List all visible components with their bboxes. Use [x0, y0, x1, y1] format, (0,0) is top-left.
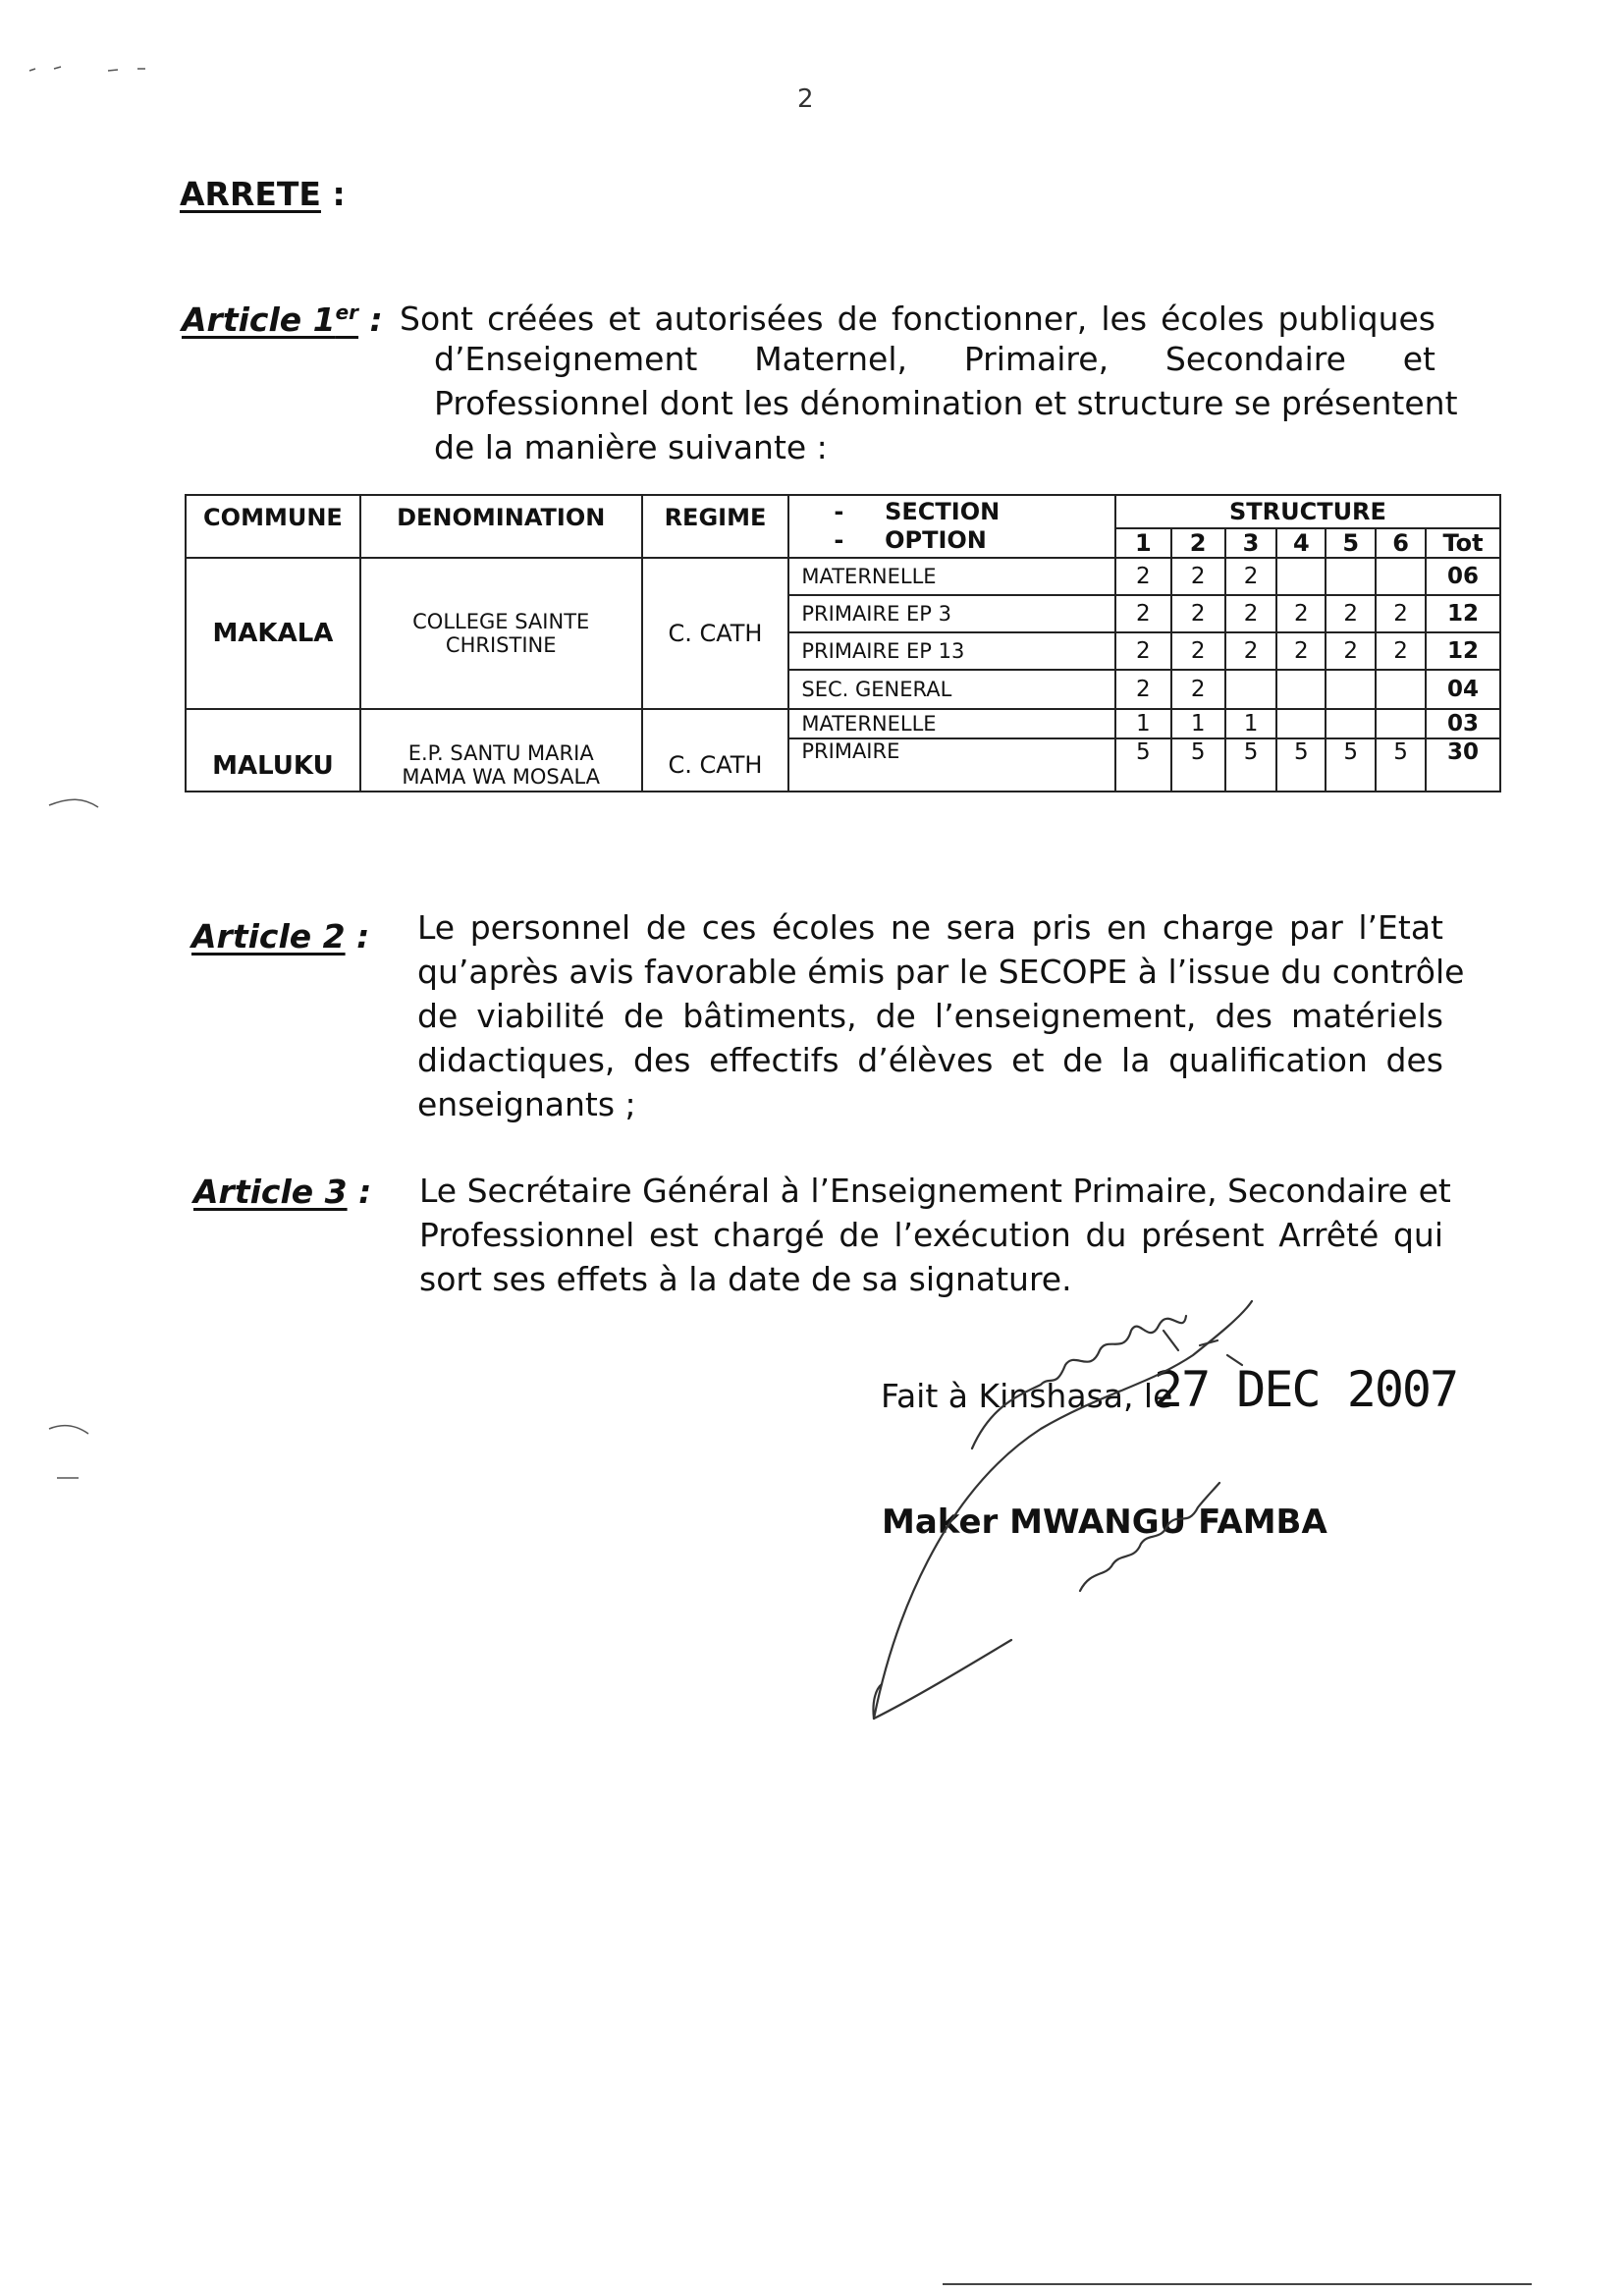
value-cell: 2	[1225, 595, 1277, 632]
table-row	[186, 558, 1500, 595]
value-cell: 5	[1326, 738, 1376, 792]
value-cell: 2	[1225, 558, 1277, 595]
value-cell	[1276, 558, 1326, 595]
article2-label-text: Article 2	[191, 917, 346, 956]
value-cell: 2	[1326, 632, 1376, 670]
value-cell	[1326, 558, 1376, 595]
value-cell	[1376, 709, 1426, 738]
commune-maluku: MALUKU	[186, 709, 360, 792]
value-cell: 2	[1225, 632, 1277, 670]
article1-label-colon: :	[358, 300, 383, 339]
article2-line-4: enseignants ;	[417, 1085, 636, 1123]
header-col-5: 5	[1326, 528, 1376, 558]
structure-table	[185, 494, 1501, 792]
article1-label-text: Article 1	[182, 300, 336, 339]
article2-body	[417, 905, 1465, 1126]
value-cell	[1225, 670, 1277, 709]
section-cell: MATERNELLE	[788, 709, 1115, 738]
article3-body	[419, 1169, 1451, 1301]
value-cell	[1376, 558, 1426, 595]
value-cell: 2	[1376, 632, 1426, 670]
header-commune: COMMUNE	[186, 495, 360, 558]
header-structure: STRUCTURE	[1115, 495, 1500, 528]
handwritten-signature	[854, 1296, 1326, 1738]
header-col-1: 1	[1115, 528, 1171, 558]
total-cell: 06	[1426, 558, 1500, 595]
article2-label-colon: :	[345, 917, 370, 956]
article3-line-1: Professionnel est chargé de l’exécution du présent Arrêté qui	[419, 1216, 1443, 1254]
article2-line-2: de viabilité de bâtiments, de l’enseignement, des matériels	[417, 997, 1443, 1035]
header-col-tot: Tot	[1426, 528, 1500, 558]
article1-line-3: de la manière suivante :	[434, 428, 828, 466]
section-cell: MATERNELLE	[788, 558, 1115, 595]
value-cell: 2	[1326, 595, 1376, 632]
article2-line-0: Le personnel de ces écoles ne sera pris en charge par l’Etat	[417, 908, 1443, 947]
regime-maluku: C. CATH	[642, 709, 789, 792]
value-cell: 2	[1276, 595, 1326, 632]
arrete-colon: :	[320, 175, 346, 213]
value-cell	[1326, 670, 1376, 709]
total-cell: 04	[1426, 670, 1500, 709]
section-cell: SEC. GENERAL	[788, 670, 1115, 709]
value-cell: 5	[1115, 738, 1171, 792]
commune-makala: MAKALA	[186, 558, 360, 709]
value-cell: 2	[1115, 558, 1171, 595]
article3-label	[193, 1173, 371, 1211]
value-cell	[1276, 670, 1326, 709]
value-cell: 5	[1276, 738, 1326, 792]
value-cell: 2	[1276, 632, 1326, 670]
value-cell: 2	[1115, 670, 1171, 709]
header-col-4: 4	[1276, 528, 1326, 558]
section-cell: PRIMAIRE	[788, 738, 1115, 792]
value-cell: 1	[1171, 709, 1225, 738]
article3-line-2: sort ses effets à la date de sa signature.	[419, 1260, 1072, 1298]
header-col-2: 2	[1171, 528, 1225, 558]
value-cell: 5	[1225, 738, 1277, 792]
article1-line-0: Sont créées et autorisées de fonctionner, les écoles publiques	[400, 300, 1435, 338]
value-cell: 1	[1225, 709, 1277, 738]
header-col-3: 3	[1225, 528, 1277, 558]
value-cell: 2	[1171, 632, 1225, 670]
value-cell	[1276, 709, 1326, 738]
header-denomination: DENOMINATION	[360, 495, 642, 558]
total-cell: 30	[1426, 738, 1500, 792]
value-cell: 1	[1115, 709, 1171, 738]
article2-line-3: didactiques, des effectifs d’élèves et de la qualification des	[417, 1041, 1443, 1079]
value-cell: 2	[1171, 595, 1225, 632]
article1-label	[182, 300, 383, 339]
article1-first-line	[400, 297, 1435, 341]
article3-line-0: Le Secrétaire Général à l’Enseignement Primaire, Secondaire et	[419, 1172, 1451, 1210]
denomination-makala: COLLEGE SAINTE CHRISTINE	[360, 558, 642, 709]
article1-label-sup: er	[335, 300, 359, 324]
header-option: - OPTION	[834, 526, 987, 554]
article2-label	[191, 917, 369, 956]
total-cell: 03	[1426, 709, 1500, 738]
section-cell: PRIMAIRE EP 3	[788, 595, 1115, 632]
date-stamp: 27 DEC 2007	[1154, 1361, 1458, 1418]
place-date-label: Fait à Kinshasa, le	[881, 1377, 1173, 1415]
value-cell	[1376, 670, 1426, 709]
section-cell: PRIMAIRE EP 13	[788, 632, 1115, 670]
total-cell: 12	[1426, 595, 1500, 632]
value-cell	[1326, 709, 1376, 738]
regime-makala: C. CATH	[642, 558, 789, 709]
value-cell: 2	[1376, 595, 1426, 632]
article2-line-1: qu’après avis favorable émis par le SECOPE à l’issue du contrôle	[417, 953, 1465, 991]
value-cell: 2	[1171, 558, 1225, 595]
article1-body	[434, 337, 1458, 469]
arrete-title: ARRETE	[180, 175, 321, 213]
table-row	[186, 709, 1500, 738]
article1-line-2: Professionnel dont les dénomination et structure se présentent	[434, 384, 1458, 422]
value-cell: 5	[1376, 738, 1426, 792]
header-regime: REGIME	[642, 495, 789, 558]
signer-name: Maker MWANGU FAMBA	[882, 1502, 1327, 1542]
value-cell: 2	[1115, 595, 1171, 632]
page-number: 2	[797, 84, 814, 114]
article3-label-colon: :	[347, 1173, 372, 1211]
denomination-maluku: E.P. SANTU MARIA MAMA WA MOSALA	[360, 709, 642, 792]
header-section-option	[788, 495, 1115, 558]
table-header-row	[186, 495, 1500, 528]
header-section: - SECTION	[834, 498, 1001, 525]
value-cell: 2	[1171, 670, 1225, 709]
article3-label-text: Article 3	[193, 1173, 348, 1211]
value-cell: 5	[1171, 738, 1225, 792]
article1-line-1: d’Enseignement Maternel, Primaire, Secondaire et	[434, 340, 1435, 378]
total-cell: 12	[1426, 632, 1500, 670]
bottom-rule	[943, 2283, 1532, 2285]
arrete-heading	[180, 175, 346, 213]
header-col-6: 6	[1376, 528, 1426, 558]
value-cell: 2	[1115, 632, 1171, 670]
scan-marks	[0, 0, 196, 1571]
